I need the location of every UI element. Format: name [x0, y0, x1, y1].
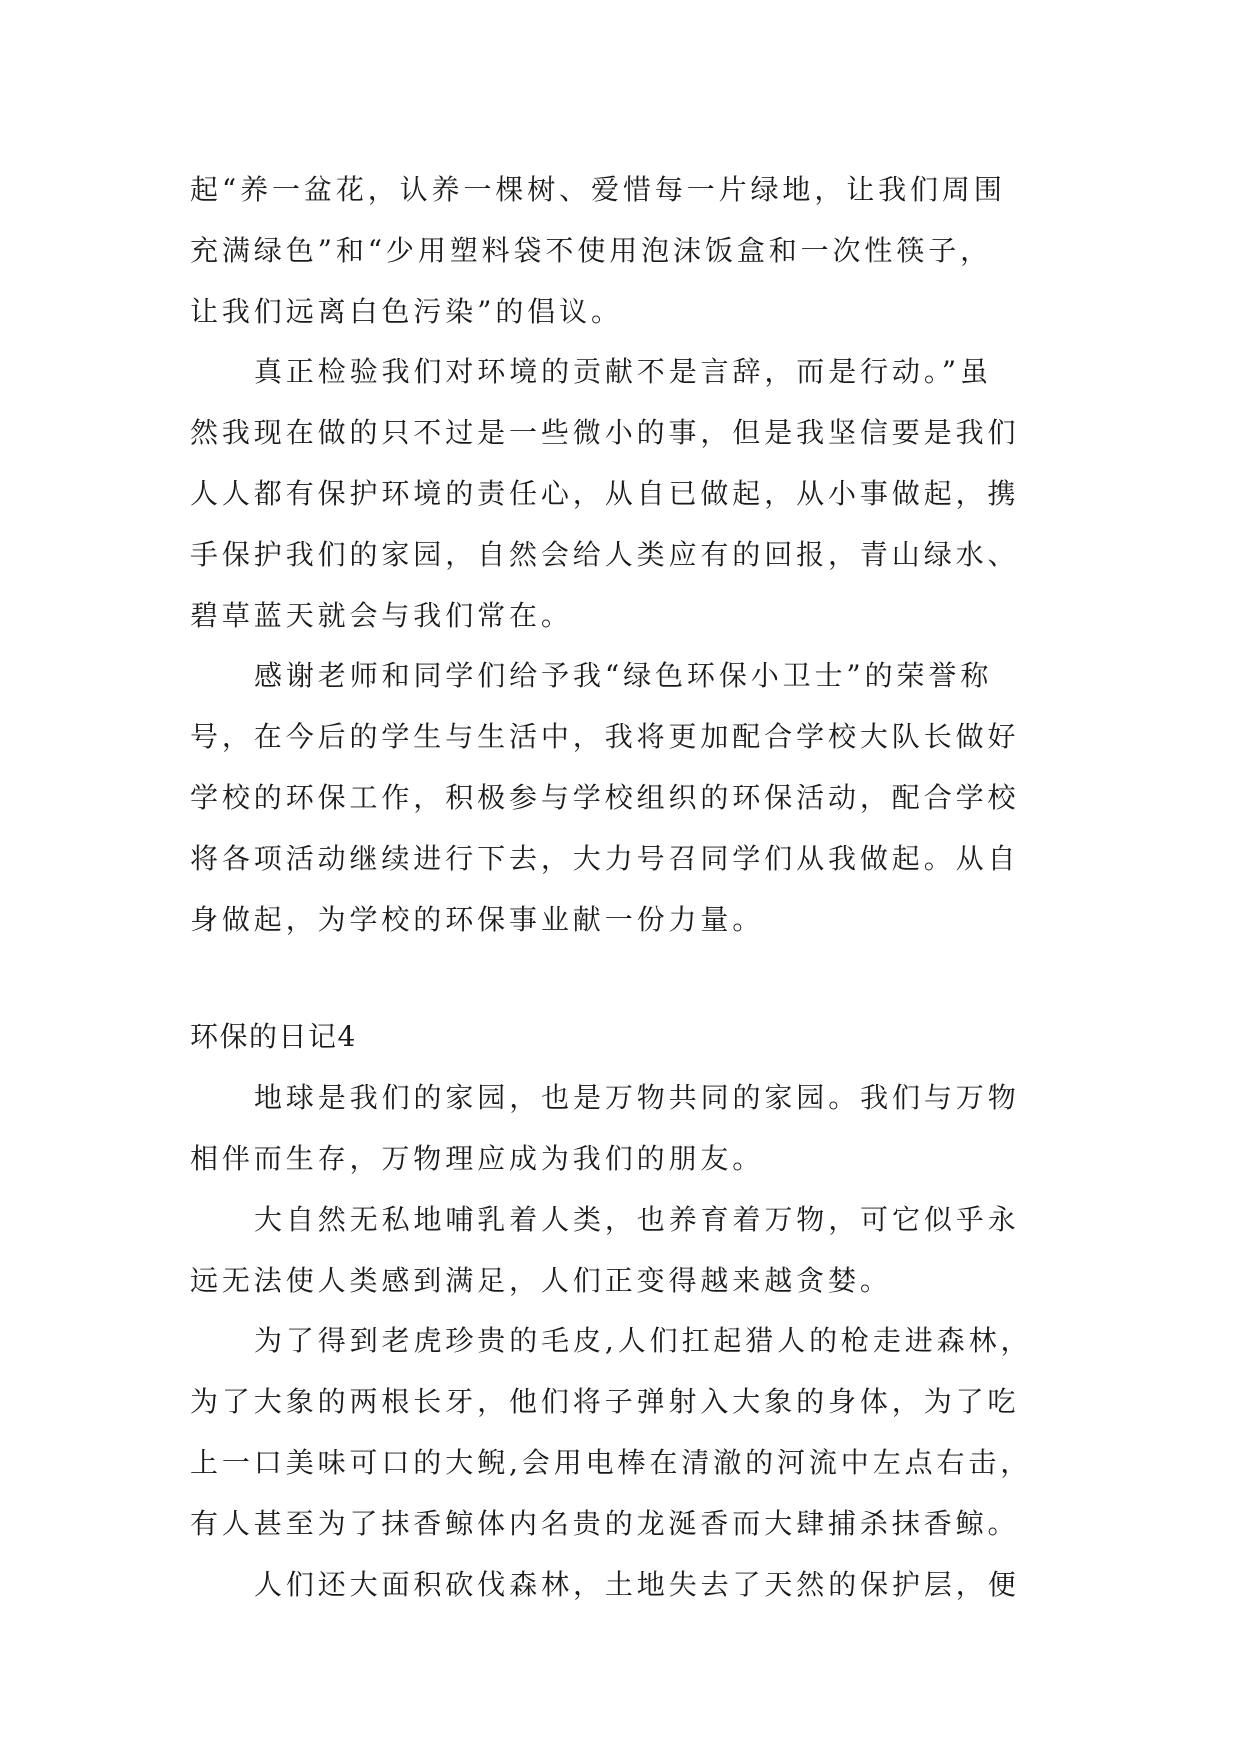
- text-line: 学校的环保工作，积极参与学校组织的环保活动，配合学校: [190, 780, 1020, 814]
- paragraph-forest: [190, 1555, 1050, 1616]
- text-line: 充满绿色”和“少用塑料袋不使用泡沫饭盒和一次性筷子，: [190, 233, 993, 267]
- paragraph-nature: [190, 1190, 1050, 1312]
- text-line: 地球是我们的家园，也是万物共同的家园。我们与万物: [254, 1081, 1020, 1115]
- text-line: 感谢老师和同学们给予我“绿色环保小卫士”的荣誉称: [254, 659, 993, 693]
- text-line: 相伴而生存，万物理应成为我们的朋友。: [190, 1141, 765, 1175]
- paragraph-continuation: [190, 160, 1050, 342]
- text-line: 碧草蓝天就会与我们常在。: [190, 598, 573, 632]
- text-line: 人人都有保护环境的责任心，从自已做起，从小事做起，携: [190, 476, 1020, 510]
- paragraph-thanks: [190, 646, 1050, 950]
- section-gap: [190, 950, 1050, 1007]
- text-line: 有人甚至为了抹香鲸体内名贵的龙涎香而大肆捕杀抹香鲸。: [190, 1506, 1020, 1540]
- text-line: 为了得到老虎珍贵的毛皮,人们扛起猎人的枪走进森林，: [254, 1324, 1033, 1358]
- paragraph-action: [190, 342, 1050, 646]
- text-line: 号，在今后的学生与生活中，我将更加配合学校大队长做好: [190, 720, 1020, 754]
- text-line: 人们还大面积砍伐森林，土地失去了天然的保护层，便: [254, 1567, 1020, 1601]
- paragraph-hunting: [190, 1311, 1050, 1554]
- text-line: 上一口美味可口的大鲵,会用电棒在清澈的河流中左点右击，: [190, 1445, 1033, 1479]
- text-line: 起“养一盆花，认养一棵树、爱惜每一片绿地，让我们周围: [190, 173, 1006, 206]
- paragraph-earth: [190, 1068, 1050, 1190]
- document-body: [190, 160, 1050, 1615]
- text-line: 将各项活动继续进行下去，大力号召同学们从我做起。从自: [190, 841, 1020, 875]
- text-line: 让我们远离白色污染”的倡议。: [190, 294, 623, 328]
- text-line: 大自然无私地哺乳着人类，也养育着万物，可它似乎永: [254, 1202, 1020, 1236]
- text-line: 远无法使人类感到满足，人们正变得越来越贪婪。: [190, 1263, 892, 1297]
- text-line: 为了大象的两根长牙，他们将子弹射入大象的身体，为了吃: [190, 1385, 1020, 1419]
- text-line: 然我现在做的只不过是一些微小的事，但是我坚信要是我们: [190, 416, 1020, 450]
- text-line: 手保护我们的家园，自然会给人类应有的回报，青山绿水、: [190, 537, 1020, 571]
- text-line: 身做起，为学校的环保事业献一份力量。: [190, 902, 765, 936]
- text-line: 真正检验我们对环境的贡献不是言辞，而是行动。”虽: [254, 355, 992, 389]
- section-heading: 环保的日记4: [190, 1020, 357, 1054]
